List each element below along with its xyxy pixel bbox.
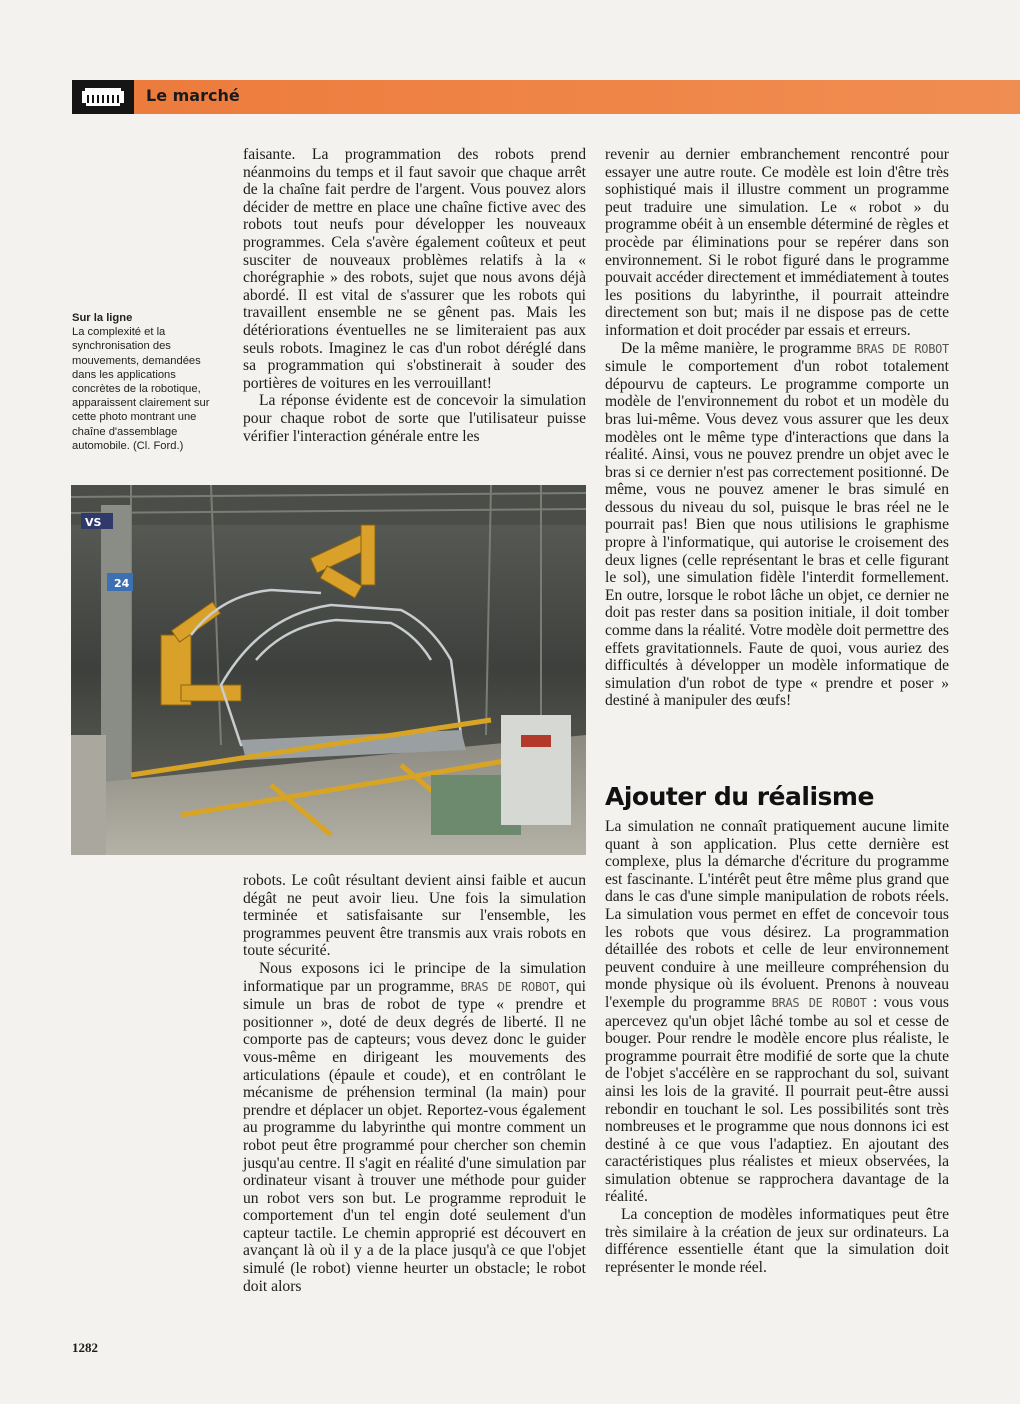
- paragraph-text: Nous exposons ici le principe de la simulation informatique par un programme,: [243, 959, 586, 995]
- program-name: BRAS DE ROBOT: [771, 995, 867, 1010]
- paragraph-text: : vous vous apercevez qu'un objet lâché tombe au sol et cesse de bouger. Pour rendre le modèle encore plus réaliste, le programme pourrait être modifié de sorte que la chute de l'objet s'accélère en se rapprochant du sol, suivant ainsi les lois de la gravité. Il pourrait peut-être aussi rebondir en touchant le sol. Les possibilités sont très nombreuses et le programme que nous donnons ici est destiné à ce que vous l'adaptiez. En ajoutant des caractéristiques plus réalistes et mieux observées, la simulation obtenue se rapprochera davantage de la réalité.: [605, 993, 949, 1206]
- keyboard-icon: [79, 85, 127, 109]
- paragraph-text: , qui simule un bras de robot de type « prendre et positionner », doté de deux degrés de liberté. Il ne comporte pas de capteurs; vous devez donc le guider vous-même en dirigeant les mouvements des articulations (épaule et coude), et en contrôlant le mécanisme de préhension terminal (la main) pour prendre et déplacer un objet. Reportez-vous également au programme du labyrinthe qui montre comment un robot peut être programmé pour chercher son chemin jusqu'au centre. Il s'agit en réalité d'une simulation par ordinateur visant à trouver une méthode pour guider un robot vers son but. Le programme reproduit le comportement d'un tel engin doté seulement d'un capteur tactile. Le chemin approprié est découvert en avançant là où il y a de la place jusqu'à ce que l'objet simulé (le robot) vienne heurter un obstacle; le robot doit alors: [243, 977, 586, 1295]
- paragraph: revenir au dernier embranchement rencontré pour essayer une autre route. Ce modèle est loin d'être très sophistiqué mais il illustre comment un programme peut traduire une simulation. Le « robot » du programme obéit à un ensemble déterminé de règles et procède par éliminations pour se repérer dans son environnement. Si le robot figuré dans le programme pouvait accéder directement et immédiatement à toutes les positions du labyrinthe, il pourrait atteindre directement son but; mais il ne dispose pas de cette information et doit procéder par essais et erreurs.: [605, 146, 949, 339]
- paragraph: [243, 960, 586, 1295]
- paragraph-text: La simulation ne connaît pratiquement aucune limite quant à son application. Plus cette dernière est complexe, plus la démarche d'écriture du programme est fascinante. L'intérêt peut être même plus grand que dans le cas d'une simple manipulation de robots réels. La simulation vous permet en effet de concevoir tous les robots que vous désirez. La programmation détaillée des robots et celle de leur environnement peuvent conduire à une meilleure compréhension du monde physique où ils évoluent. Prenons à nouveau l'exemple du programme: [605, 818, 949, 1011]
- caption-body: La complexité et la synchronisation des mouvements, demandées dans les applications concrètes de la robotique, apparaissent clairement sur cette photo montrant une chaîne d'assemblage automobile. (Cl. Ford.): [72, 326, 210, 452]
- column-middle-top: [243, 146, 586, 445]
- photo-caption: [72, 311, 222, 453]
- paragraph: robots. Le coût résultant devient ainsi faible et aucun dégât ne peut avoir lieu. Une fois la simulation terminée et satisfaisante sur l'ensemble, les programmes peuvent être transmis aux vrais robots en toute sécurité.: [243, 872, 586, 960]
- paragraph: La réponse évidente est de concevoir la simulation pour chaque robot de sorte que l'utilisateur puisse vérifier l'interaction générale entre les: [243, 392, 586, 445]
- column-middle-bottom: [243, 872, 586, 1295]
- paragraph: La conception de modèles informatiques peut être très similaire à la création de jeux sur ordinateurs. La différence essentielle étant que la simulation doit représenter le monde réel.: [605, 1206, 949, 1276]
- section-icon-box: [72, 80, 134, 114]
- column-right-top: [605, 146, 949, 710]
- paragraph: faisante. La programmation des robots prend néanmoins du temps et il faut savoir que chaque arrêt de la chaîne fait perdre de l'argent. Vous pouvez alors décider de mettre en place une chaîne fictive avec des robots tout neufs pour développer les nouveaux programmes. Cela s'avère également coûteux et peut susciter de nouveaux problèmes relatifs à la « chorégraphie » des robots, sujet que nous avons déjà abordé. Il est vital de s'assurer que les robots qui travaillent ensemble ne se gênent pas. Mais les détériorations éventuelles ne se limiteraient pas aux seuls robots. Imaginez le cas d'un robot déréglé dans sa programmation qui s'obstinerait à souder des portières de voitures en les verrouillant!: [243, 146, 586, 392]
- assembly-line-image: [71, 485, 586, 855]
- section-header-bar: [72, 80, 1020, 114]
- paragraph-text: De la même manière, le programme: [621, 339, 857, 357]
- program-name: BRAS DE ROBOT: [856, 341, 949, 356]
- section-title: Le marché: [146, 86, 240, 105]
- paragraph: [605, 818, 949, 1206]
- assembly-line-photo: [71, 485, 586, 855]
- paragraph-text: simule le comportement d'un robot totalement dépourvu de capteurs. Le programme comporte un modèle de l'environnement du robot et un modèle du bras lui-même. Vous devez vous assurer que les deux modèles ont le même type d'interactions que dans la réalité. Ainsi, vous ne pouvez prendre un objet avec le bras si ce dernier n'est pas correctement positionné. De même, vous ne pouvez amener le bras simulé en dessous du niveau du sol, puisque le bras réel ne le pourrait pas! Bien que nous utilisions le graphisme propre à l'informatique, qui autorise le croisement des deux lignes (celle représentant le bras et celle figurant le sol), une simulation fidèle l'interdit formellement. En outre, lorsque le robot lâche un objet, ce dernier ne doit pas rester dans sa position initiale, il doit tomber comme dans la réalité. Votre modèle doit permettre des effets gravitationnels. Faute de quoi, vous auriez des difficultés à développer un modèle informatique de simulation d'un robot de type « prendre et poser » destiné à manipuler des œufs!: [605, 358, 949, 710]
- photo-sign-24: 24: [114, 577, 130, 590]
- subheading: Ajouter du réalisme: [605, 782, 874, 811]
- caption-title: Sur la ligne: [72, 312, 133, 324]
- program-name: BRAS DE ROBOT: [460, 979, 556, 994]
- column-right-bottom: [605, 818, 949, 1276]
- photo-sign-vs: VS: [85, 516, 102, 529]
- page-number: 1282: [72, 1340, 98, 1355]
- paragraph: [605, 340, 949, 710]
